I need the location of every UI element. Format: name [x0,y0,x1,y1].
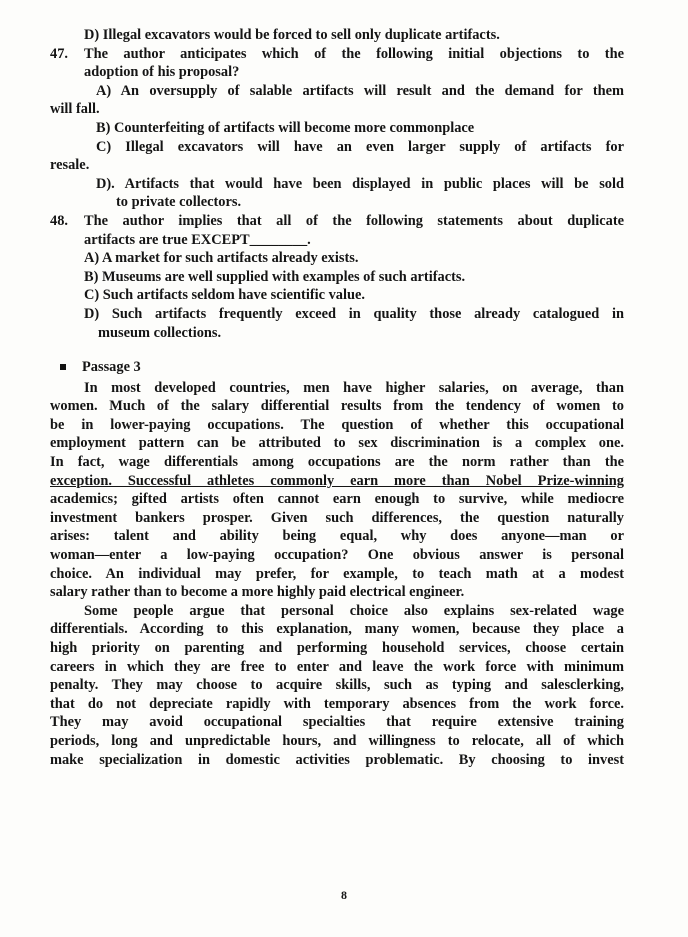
option-d: D). Artifacts that would have been displayed in public places will be sold [96,175,624,192]
option-d: D) Such artifacts frequently exceed in quality those already catalogued in [84,305,624,322]
option-c: C) Illegal excavators will have an even larger supply of artifacts for [96,138,624,155]
passage-line: employment pattern can be attributed to sex discrimination is a complex one. [50,435,624,452]
page-number: 8 [341,888,347,902]
question-stem-line: The author implies that all of the following statements about duplicate [84,212,624,229]
passage-line: women. Much of the salary differential results from the tendency of women to [50,398,624,415]
option-a-cont: will fall. [50,101,100,118]
passage-paragraph-1 [50,379,624,602]
passage-paragraph-2 [50,602,624,769]
passage-line: high priority on parenting and performing household services, choose certain [50,640,624,656]
passage-line: Some people argue that personal choice also explains sex-related wage [84,602,624,619]
bullet-icon [60,364,66,370]
passage-line: investment bankers prosper. Given such differences, the question naturally [50,509,624,526]
option-b: B) Museums are well supplied with examples of such artifacts. [84,268,466,285]
passage-line: academics; gifted artists often cannot earn enough to survive, while mediocre [50,491,624,508]
question-stem-line: artifacts are true EXCEPT________. [84,231,311,248]
option-a: A) An oversupply of salable artifacts will result and the demand for them [96,82,624,99]
passage-title: Passage 3 [82,359,141,376]
passage-line: penalty. They may choose to acquire skills, such as typing and salesclerking, [50,677,624,694]
question-48 [50,212,624,249]
question-stem-line: The author anticipates which of the following initial objections to the [84,45,624,62]
option-d-cont: to private collectors. [116,194,242,211]
passage-line: They may avoid occupational specialties that require extensive training [50,714,624,731]
passage-line: make specialization in domestic activities problematic. By choosing to invest [50,751,624,768]
passage-line: careers in which they are free to enter and leave the work force with minimum [50,658,624,675]
option-c-cont: resale. [50,157,90,174]
option-a: A) A market for such artifacts already exists. [84,250,359,267]
passage-line: differentials. According to this explanation, many women, because they place a [50,621,624,638]
option-b: B) Counterfeiting of artifacts will become more commonplace [96,119,475,136]
passage-heading [50,358,624,377]
passage-line: choice. An individual may prefer, for example, to teach math at a modest [50,565,624,582]
passage-line: be in lower-paying occupations. The question of whether this occupational [50,416,624,433]
option-d-cont: museum collections. [98,324,222,341]
passage-line: periods, long and unpredictable hours, and willingness to relocate, all of which [50,732,624,749]
passage-line: that do not depreciate rapidly with temporary absences from the work force. [50,695,624,712]
passage-line: arises: talent and ability being equal, why does anyone—man or [50,528,624,545]
passage-line: exception. Successful athletes commonly earn more than Nobel Prize-winning [50,472,624,489]
option-c: C) Such artifacts seldom have scientific value. [84,287,365,304]
passage-line: salary rather than to become a more highly paid electrical engineer. [50,584,465,601]
question-number: 48. [50,212,68,229]
passage-line: woman—enter a low-paying occupation? One obvious answer is personal [50,547,624,564]
q46-option-d: D) Illegal excavators would be forced to sell only duplicate artifacts. [84,27,500,43]
question-number: 47. [50,45,68,62]
question-stem-line: adoption of his proposal? [84,64,240,81]
passage-line: In fact, wage differentials among occupations are the norm rather than the [50,454,624,471]
passage-line: In most developed countries, men have higher salaries, on average, than [84,379,624,396]
page-content [50,26,624,769]
question-47 [50,45,624,82]
